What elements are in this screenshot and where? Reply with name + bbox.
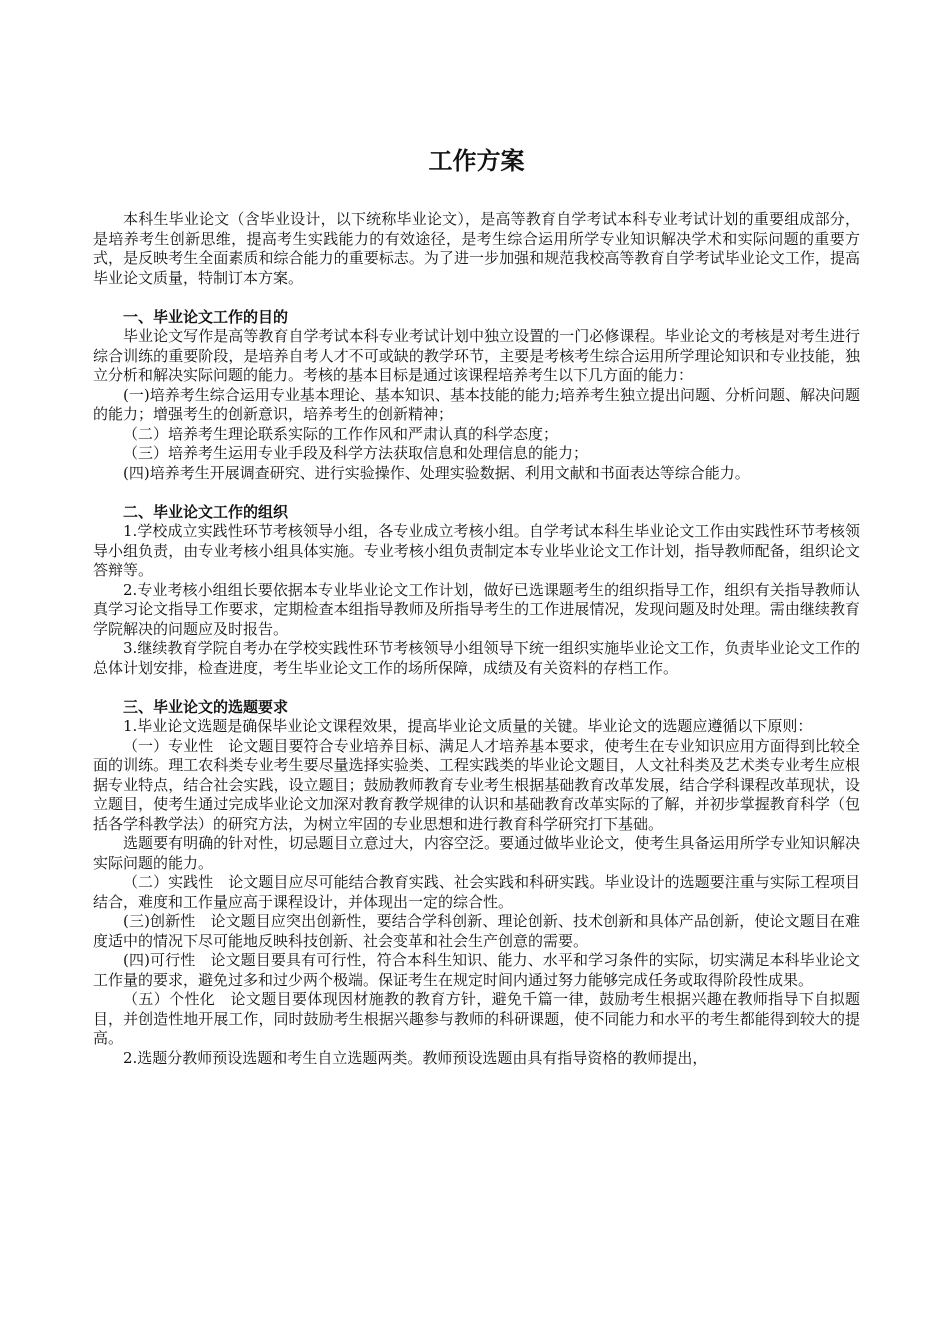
section-heading: 一、毕业论文工作的目的 bbox=[123, 307, 289, 326]
section-paragraph: （一）专业性 论文题目要符合专业培养目标、满足人才培养基本要求，使考生在专业知识应用方面得到比较全面的训练。理工农科类专业考生要尽量选择实验类、工程实践类的毕业论文题目，人文社科类及艺术类专业考生应根据专业特点，结合社会实践，设立题目；鼓励教师教育专业考生根据基础教育改革发展，结合学科课程改革现状，设立题目，使考生通过完成毕业论文加深对教育教学规律的认识和基础教育改革实际的了解，并初步掌握教育科学（包括各学科教学法）的研究方法，为树立牢固的专业思想和进行教育科学研究打下基础。 bbox=[93, 736, 860, 833]
section-paragraph: （五）个性化 论文题目要体现因材施教的教育方针，避免千篇一律，鼓励考生根据兴趣在教师指导下自拟题目，并创造性地开展工作，同时鼓励考生根据兴趣参与教师的科研课题，使不同能力和水平的考生都能得到较大的提高。 bbox=[93, 990, 860, 1047]
section-paragraph: 毕业论文写作是高等教育自学考试本科专业考试计划中独立设置的一门必修课程。毕业论文的考核是对考生进行综合训练的重要阶段，是培养自考人才不可或缺的教学环节，主要是考核考生综合运用所学理论知识和专业技能，独立分析和解决实际问题的能力。考核的基本目标是通过该课程培养考生以下几方面的能力： bbox=[93, 327, 860, 384]
section-paragraph: (三)创新性 论文题目应突出创新性，要结合学科创新、理论创新、技术创新和具体产品创新，使论文题目在难度适中的情况下尽可能地反映科技创新、社会变革和社会生产创意的需要。 bbox=[93, 912, 860, 950]
section-paragraph: 2.专业考核小组组长要依据本专业毕业论文工作计划，做好已选课题考生的组织指导工作，组织有关指导教师认真学习论文指导工作要求，定期检查本组指导教师及所指导考生的工作进展情况，发现问题及时处理。需由继续教育学院解决的问题应及时报告。 bbox=[93, 580, 860, 638]
section-heading: 二、毕业论文工作的组织 bbox=[123, 502, 289, 521]
section-paragraph: 1.学校成立实践性环节考核领导小组，各专业成立考核小组。自学考试本科生毕业论文工作由实践性环节考核领导小组负责，由专业考核小组具体实施。专业考核小组负责制定本专业毕业论文工作计划，指导教师配备，组织论文答辩等。 bbox=[93, 522, 860, 579]
section-paragraph: （二）培养考生理论联系实际的工作作风和严肃认真的科学态度； bbox=[123, 424, 559, 443]
section-paragraph: 1.毕业论文选题是确保毕业论文课程效果，提高毕业论文质量的关键。毕业论文的选题应遵循以下原则： bbox=[123, 717, 813, 735]
page-title: 工作方案 bbox=[428, 147, 525, 175]
spacer bbox=[93, 288, 860, 308]
section-heading: 三、毕业论文的选题要求 bbox=[123, 697, 289, 716]
section-paragraph: (四)可行性 论文题目要具有可行性，符合本科生知识、能力、水平和学习条件的实际，切实满足本科毕业论文工作量的要求，避免过多和过少两个极端。保证考生在规定时间内通过努力能够完成任务或取得阶段性成果。 bbox=[93, 951, 860, 989]
section-paragraph: （三）培养考生运用专业手段及科学方法获取信息和处理信息的能力； bbox=[123, 444, 589, 462]
section-paragraph: 2.选题分教师预设选题和考生自立选题两类。教师预设选题由具有指导资格的教师提出， bbox=[123, 1048, 708, 1067]
intro-paragraph: 本科生毕业论文（含毕业设计，以下统称毕业论文），是高等教育自学考试本科专业考试计划的重要组成部分，是培养考生创新思维，提高考生实践能力的有效途径，是考生综合运用所学专业知识解决学术和实际问题的重要方式，是反映考生全面素质和综合能力的重要标志。为了进一步加强和规范我校高等教育自学考试毕业论文工作，提高毕业论文质量，特制订本方案。 bbox=[93, 210, 860, 287]
section-paragraph: (一)培养考生综合运用专业基本理论、基本知识、基本技能的能力;培养考生独立提出问题、分析问题、解决问题的能力；增强考生的创新意识，培养考生的创新精神； bbox=[93, 385, 860, 423]
section-paragraph: 3.继续教育学院自考办在学校实践性环节考核领导小组领导下统一组织实施毕业论文工作，负责毕业论文工作的总体计划安排，检查进度，考生毕业论文工作的场所保障，成绩及有关资料的存档工作。 bbox=[93, 639, 860, 677]
spacer bbox=[93, 483, 860, 503]
section-paragraph: (四)培养考生开展调查研究、进行实验操作、处理实验数据、利用文献和书面表达等综合能力。 bbox=[123, 463, 750, 482]
section-paragraph: （二）实践性 论文题目应尽可能结合教育实践、社会实践和科研实践。毕业设计的选题要注重与实际工程项目结合，难度和工作量应高于课程设计，并体现出一定的综合性。 bbox=[93, 873, 860, 911]
section-paragraph: 选题要有明确的针对性，切忌题目立意过大，内容空泛。要通过做毕业论文，使考生具备运用所学专业知识解决实际问题的能力。 bbox=[93, 834, 860, 872]
spacer bbox=[93, 678, 860, 698]
document-body bbox=[93, 210, 860, 1068]
